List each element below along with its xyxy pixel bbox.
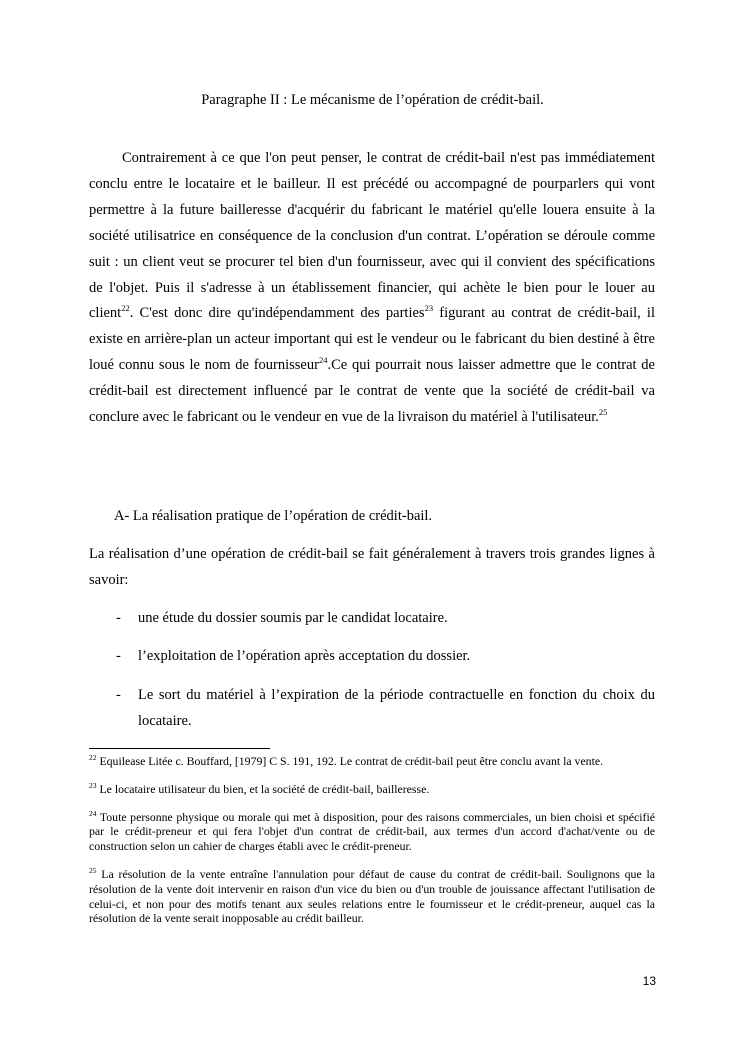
list-item — [89, 683, 655, 735]
list-item-text: une étude du dossier soumis par le candidat locataire. — [138, 610, 448, 626]
footnote-text: La résolution de la vente entraîne l'annulation pour défaut de cause du contrat de crédit-bail. Soulignons que la résolution de la vente doit intervenir en raison d'un vice du bien ou d'un trouble de jouissance affectant l'utilisation de celui-ci, et non pour des motifs tenant aux seules relations entre le fournisseur et le crédit-preneur, auquel cas la résolution de la vente serait inopposable au crédit bailleur. — [89, 866, 655, 926]
footnote-text: Le locataire utilisateur du bien, et la société de crédit-bail, bailleresse. — [96, 781, 430, 796]
list-item — [89, 606, 655, 632]
page-title: Paragraphe II : Le mécanisme de l’opération de crédit-bail. — [201, 92, 544, 108]
footnote-text: Equilease Litée c. Bouffard, [1979] C S. 191, 192. Le contrat de crédit-bail peut être conclu avant la vente. — [96, 754, 604, 768]
list-item-text: l’exploitation de l’opération après acceptation du dossier. — [138, 648, 471, 665]
footnote-number: 25 — [89, 865, 97, 875]
main-text-part-2: . C'est donc dire qu'indépendamment des parties — [129, 305, 425, 322]
footnote-number: 23 — [89, 780, 97, 790]
page-number: 13 — [642, 974, 656, 988]
bullet-dash: - — [116, 648, 121, 665]
footnote-ref-23[interactable]: 23 — [424, 303, 434, 314]
footnote-text: Toute personne physique ou morale qui met à disposition, pour des raisons commerciales, un bien choisi et spécifié par le crédit-preneur et qui fera l'objet d'un contrat de crédit-bail, aux termes d'un accord d'achat/vente ou de construction selon un cahier de charges établi avec le crédit-preneur. — [89, 809, 655, 854]
main-text-part-1: Contrairement à ce que l'on peut penser, le contrat de crédit-bail n'est pas immédiatement conclu entre le locataire et le bailleur. Il est précédé ou accompagné de pourparlers qui vont permettre à la future bailleresse d'acquérir du fabricant le matériel qu'elle louera ensuite à la société utilisatrice en conséquence de la conclusion d'un contrat. L’opération se déroule comme suit : un client veut se procurer tel bien d'un fournisseur, avec qui il convient des spécifications de l'objet. Puis il s'adresse à un établissement financier, qui achète le bien pour le louer au client — [89, 150, 655, 322]
list-item-text: Le sort du matériel à l’expiration de la période contractuelle en fonction du choix du locataire. — [138, 686, 655, 729]
footnote-25 — [89, 867, 655, 926]
bullet-dash: - — [116, 686, 121, 703]
footnote-number: 24 — [89, 808, 97, 818]
main-paragraph — [89, 146, 655, 431]
bullet-list — [89, 606, 655, 747]
footnote-24 — [89, 810, 655, 854]
footnote-separator — [89, 748, 270, 749]
footnote-ref-22[interactable]: 22 — [121, 303, 130, 314]
footnote-number: 22 — [89, 753, 97, 762]
footnote-22 — [89, 754, 655, 769]
footnote-ref-24[interactable]: 24 — [318, 355, 328, 366]
section-a-intro: La réalisation d’une opération de crédit-bail se fait généralement à travers trois grandes lignes à savoir: — [89, 546, 655, 588]
footnote-ref-25[interactable]: 25 — [598, 407, 608, 418]
section-a-heading: A- La réalisation pratique de l’opération de crédit-bail. — [114, 508, 433, 524]
main-text-part-3: figurant au contrat de crédit-bail, il existe en arrière-plan un acteur important qui est le vendeur ou le fabricant du bien destiné à être loué connu sous le nom de fournisseur — [89, 305, 655, 374]
list-item — [89, 644, 655, 670]
bullet-dash: - — [116, 610, 121, 626]
footnote-23 — [89, 782, 655, 797]
main-text-part-4: .Ce qui pourrait nous laisser admettre que le contrat de crédit-bail est directement influencé par le contrat de vente que la société de crédit-bail va conclure avec le fabricant ou le vendeur en vue de la livraison du matériel à l'utilisateur. — [89, 357, 655, 426]
footnotes — [89, 754, 655, 939]
